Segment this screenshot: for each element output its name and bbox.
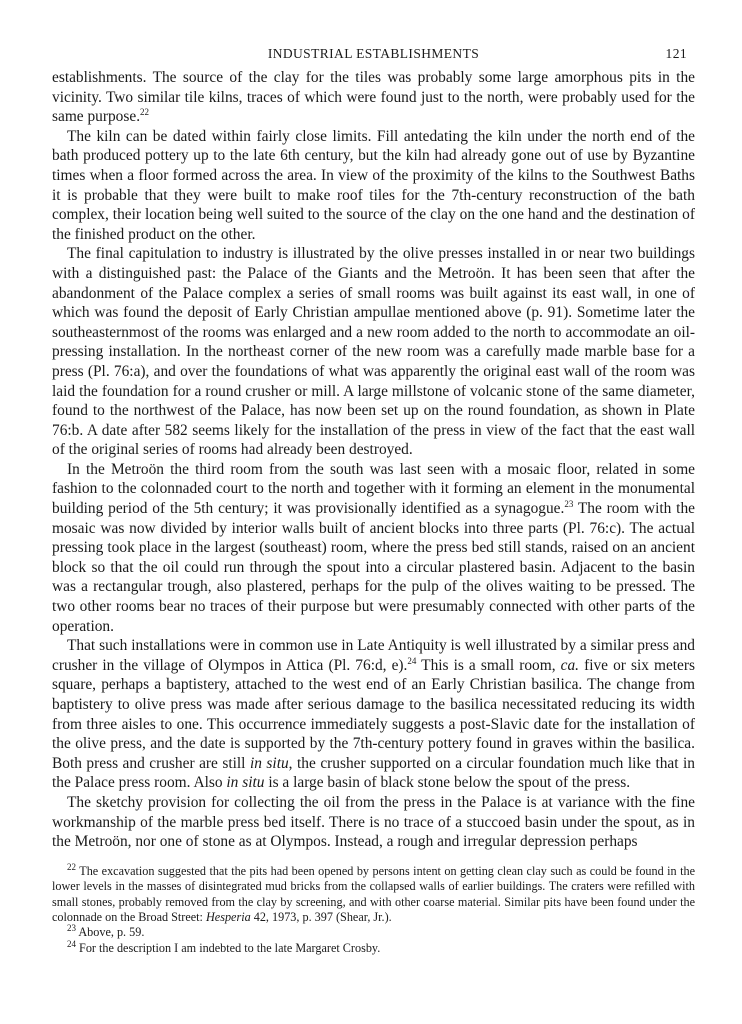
- paragraph-2: The kiln can be dated within fairly close limits. Fill antedating the kiln under the north end of the bath produced pottery up to the late 6th century, but the kiln had already gone out of use by Byzantine times when a floor formed across the area. In view of the proximity of the kilns to the Southwest Baths it is probable that they were built to make roof tiles for the 7th-century reconstruction of the bath complex, their location being well suited to the source of the clay on the one hand and the destination of the finished product on the other.: [52, 127, 695, 243]
- footnote-22-text-b: 42, 1973, p. 397 (Shear, Jr.).: [250, 909, 392, 924]
- page: [52, 42, 695, 956]
- footnote-22-number: 22: [67, 861, 76, 872]
- paragraph-5-in-situ-2: in situ: [226, 774, 265, 792]
- footnote-22-journal: Hesperia: [206, 909, 251, 924]
- footnote-ref-24: 24: [407, 655, 417, 666]
- footnote-23: [52, 925, 695, 940]
- paragraph-5-text-d: , the crusher supported on a circular foundation much like that in the Palace press room. Also: [52, 754, 696, 792]
- running-title: INDUSTRIAL ESTABLISHMENTS: [267, 46, 480, 61]
- paragraph-5-in-situ-1: in situ: [249, 754, 289, 772]
- footnote-24-number: 24: [67, 938, 76, 949]
- footnote-ref-23: 23: [564, 498, 574, 509]
- paragraph-4: [52, 460, 695, 636]
- paragraph-4-text-b: The room with the mosaic was now divided by interior walls built of ancient blocks into three parts (Pl. 76:c). The actual pressing took place in the largest (southeast) room, where the press bed still stands, raised on an ancient block so that the oil could run through the spout into a circular plastered basin. Adjacent to the basin was a rectangular trough, also plastered, perhaps for the pulp of the olives waiting to be pressed. The two other rooms bear no traces of their purpose but were presumably connected with other parts of the operation.: [52, 500, 695, 635]
- footnote-24: [52, 938, 695, 956]
- paragraph-5-ca: ca.: [560, 656, 580, 674]
- main-text: [52, 68, 695, 852]
- paragraph-1: [52, 68, 695, 127]
- footnote-22: [52, 861, 695, 926]
- paragraph-5-text-c: five or six meters square, perhaps a baptistery, attached to the west end of an Early Christian basilica. The change from baptistery to olive press was made after serious damage to the basilica necessitated reducing its width from three aisles to one. This occurrence immediately suggests a post-Slavic date for the installation of the olive press, and the date is supported by the 7th-century pottery found in graves within the basilica. Both press and crusher are still: [52, 656, 696, 772]
- running-header: [52, 42, 695, 68]
- footnote-23-number: 23: [67, 923, 76, 934]
- footnote-23-text: Above, p. 59.: [76, 925, 145, 940]
- footnote-ref-22: 22: [140, 107, 150, 118]
- paragraph-5: [52, 636, 695, 793]
- paragraph-3: The final capitulation to industry is illustrated by the olive presses installed in or near two buildings with a distinguished past: the Palace of the Giants and the Metroön. It has been seen that after the abandonment of the Palace complex a series of small rooms was built against its east wall, in one of which was found the deposit of Early Christian ampullae mentioned above (p. 91). Sometime later the southeasternmost of the rooms was enlarged and a new room added to the north to accommodate an oil-pressing installation. In the northeast corner of the new room was a carefully made marble base for a press (Pl. 76:a), and over the foundations of what was apparently the original east wall of the room was laid the foundation for a round crusher or mill. A large millstone of volcanic stone of the same diameter, found to the northwest of the Palace, has now been set up on the round foundation, as shown in Plate 76:b. A date after 582 seems likely for the installation of the press in view of the fact that the east wall of the original series of rooms had already been destroyed.: [52, 245, 695, 459]
- paragraph-4-text-a: In the Metroön the third room from the south was last seen with a mosaic floor, related in some fashion to the colonnaded court to the north and together with it forming an element in the monumental building period of the 5th century; it was provisionally identified as a synagogue.: [52, 460, 695, 518]
- footnote-24-text: For the description I am indebted to the late Margaret Crosby.: [76, 940, 381, 955]
- page-number: 121: [665, 46, 687, 61]
- paragraph-1-text: establishments. The source of the clay for the tiles was probably some large amorphous pits in the vicinity. Two similar tile kilns, traces of which were found just to the north, were probably used for the same purpose.: [52, 69, 695, 126]
- paragraph-5-text-b: This is a small room,: [416, 656, 561, 674]
- footnotes: [52, 861, 695, 956]
- paragraph-5-text-a: That such installations were in common use in Late Antiquity is well illustrated by a similar press and crusher in the village of Olympos in Attica (Pl. 76:d, e).: [52, 637, 695, 674]
- footnote-22-text-a: The excavation suggested that the pits had been opened by persons intent on getting clean clay such as could be found in the lower levels in the masses of disintegrated mud bricks from the collapsed walls of earlier buildings. The craters were refilled with small stones, probably removed from the clay by screening, and with other coarse material. Similar pits have been found under the colonnade on the Broad Street:: [52, 863, 695, 924]
- paragraph-5-text-e: is a large basin of black stone below the spout of the press.: [264, 774, 631, 792]
- paragraph-6: The sketchy provision for collecting the oil from the press in the Palace is at variance with the fine workmanship of the marble press bed itself. There is no trace of a stuccoed basin under the spout, as in the Metroön, nor one of stone as at Olympos. Instead, a rough and irregular depression perhaps: [52, 793, 695, 851]
